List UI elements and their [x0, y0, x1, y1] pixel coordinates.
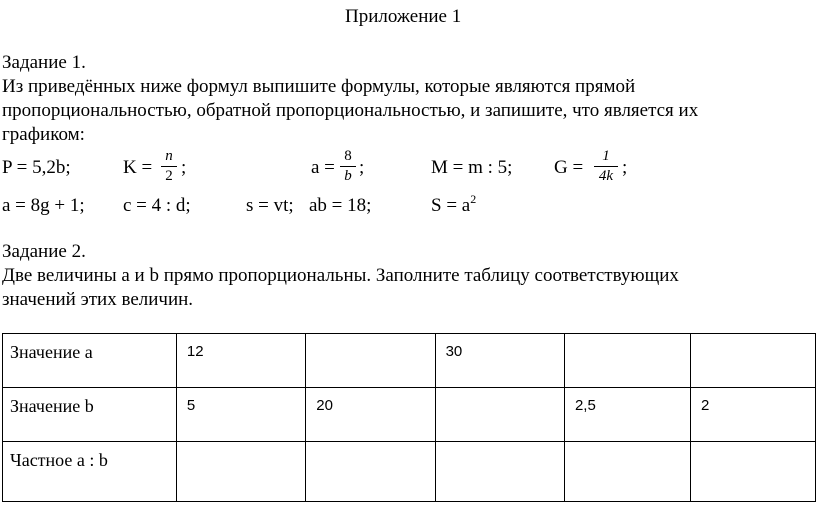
table-cell[interactable]: 30 — [435, 334, 564, 388]
table-cell[interactable] — [435, 388, 564, 442]
task1-heading: Задание 1. — [2, 52, 86, 73]
formula-k-denominator: 2 — [165, 168, 173, 184]
table-cell[interactable]: 5 — [176, 388, 305, 442]
formula-s-square-base: S = a — [431, 195, 471, 216]
table-cell[interactable]: 2 — [690, 388, 815, 442]
fraction-bar — [594, 166, 618, 167]
formula-m: M = m : 5; — [431, 157, 513, 178]
table-cell[interactable] — [690, 442, 815, 502]
task2-line-1: Две величины a и b прямо пропорциональны. Заполните таблицу соответствующих — [2, 265, 679, 286]
formula-k-fraction — [161, 148, 177, 185]
formula-g-left: G = — [554, 157, 584, 178]
fraction-bar — [161, 166, 177, 167]
table-cell[interactable]: 2,5 — [564, 388, 690, 442]
table-cell[interactable] — [306, 442, 435, 502]
table-cell[interactable] — [435, 442, 564, 502]
table-cell[interactable] — [564, 334, 690, 388]
formula-k-numerator: n — [165, 148, 173, 164]
task1-line-1: Из приведённых ниже формул выпишите формулы, которые являются прямой — [2, 76, 636, 97]
formula-g-denominator: 4k — [598, 168, 614, 184]
table-cell[interactable]: 12 — [176, 334, 305, 388]
table-cell[interactable] — [306, 334, 435, 388]
row-label-a: Значение a — [3, 334, 177, 388]
task2-heading: Задание 2. — [2, 241, 86, 262]
formula-a-linear: a = 8g + 1; — [2, 195, 85, 216]
formula-a-denominator: b — [344, 168, 352, 184]
values-table — [2, 333, 816, 502]
formula-g-fraction — [594, 148, 618, 185]
task1-line-2: пропорциональностью, обратной пропорциональностью, и запишите, что является их — [2, 100, 699, 121]
table-row — [3, 334, 816, 388]
task1-line-3: графиком: — [2, 124, 85, 145]
formula-c: c = 4 : d; — [123, 195, 191, 216]
row-label-b: Значение b — [3, 388, 177, 442]
fraction-bar — [340, 166, 356, 167]
formula-g-numerator: 1 — [602, 148, 610, 164]
table-row — [3, 388, 816, 442]
formula-k-left: K = — [123, 157, 153, 178]
table-cell[interactable] — [690, 334, 815, 388]
formula-a-fraction — [340, 148, 356, 185]
task2-line-2: значений этих величин. — [2, 289, 194, 310]
formula-a-end: ; — [359, 157, 365, 178]
table-cell[interactable] — [564, 442, 690, 502]
formula-k-end: ; — [181, 157, 187, 178]
table-cell[interactable]: 20 — [306, 388, 435, 442]
formula-a-left: a = — [311, 157, 335, 178]
formula-p: P = 5,2b; — [2, 157, 71, 178]
formula-g-end: ; — [622, 157, 628, 178]
formula-a-numerator: 8 — [344, 148, 352, 164]
table-row — [3, 442, 816, 502]
appendix-title: Приложение 1 — [345, 6, 462, 27]
table-cell[interactable] — [176, 442, 305, 502]
row-label-quotient: Частное a : b — [3, 442, 177, 502]
formula-ab: ab = 18; — [309, 195, 372, 216]
formula-s-square-exponent: 2 — [470, 192, 477, 206]
formula-s-square — [431, 192, 477, 217]
formula-s: s = vt; — [246, 195, 294, 216]
